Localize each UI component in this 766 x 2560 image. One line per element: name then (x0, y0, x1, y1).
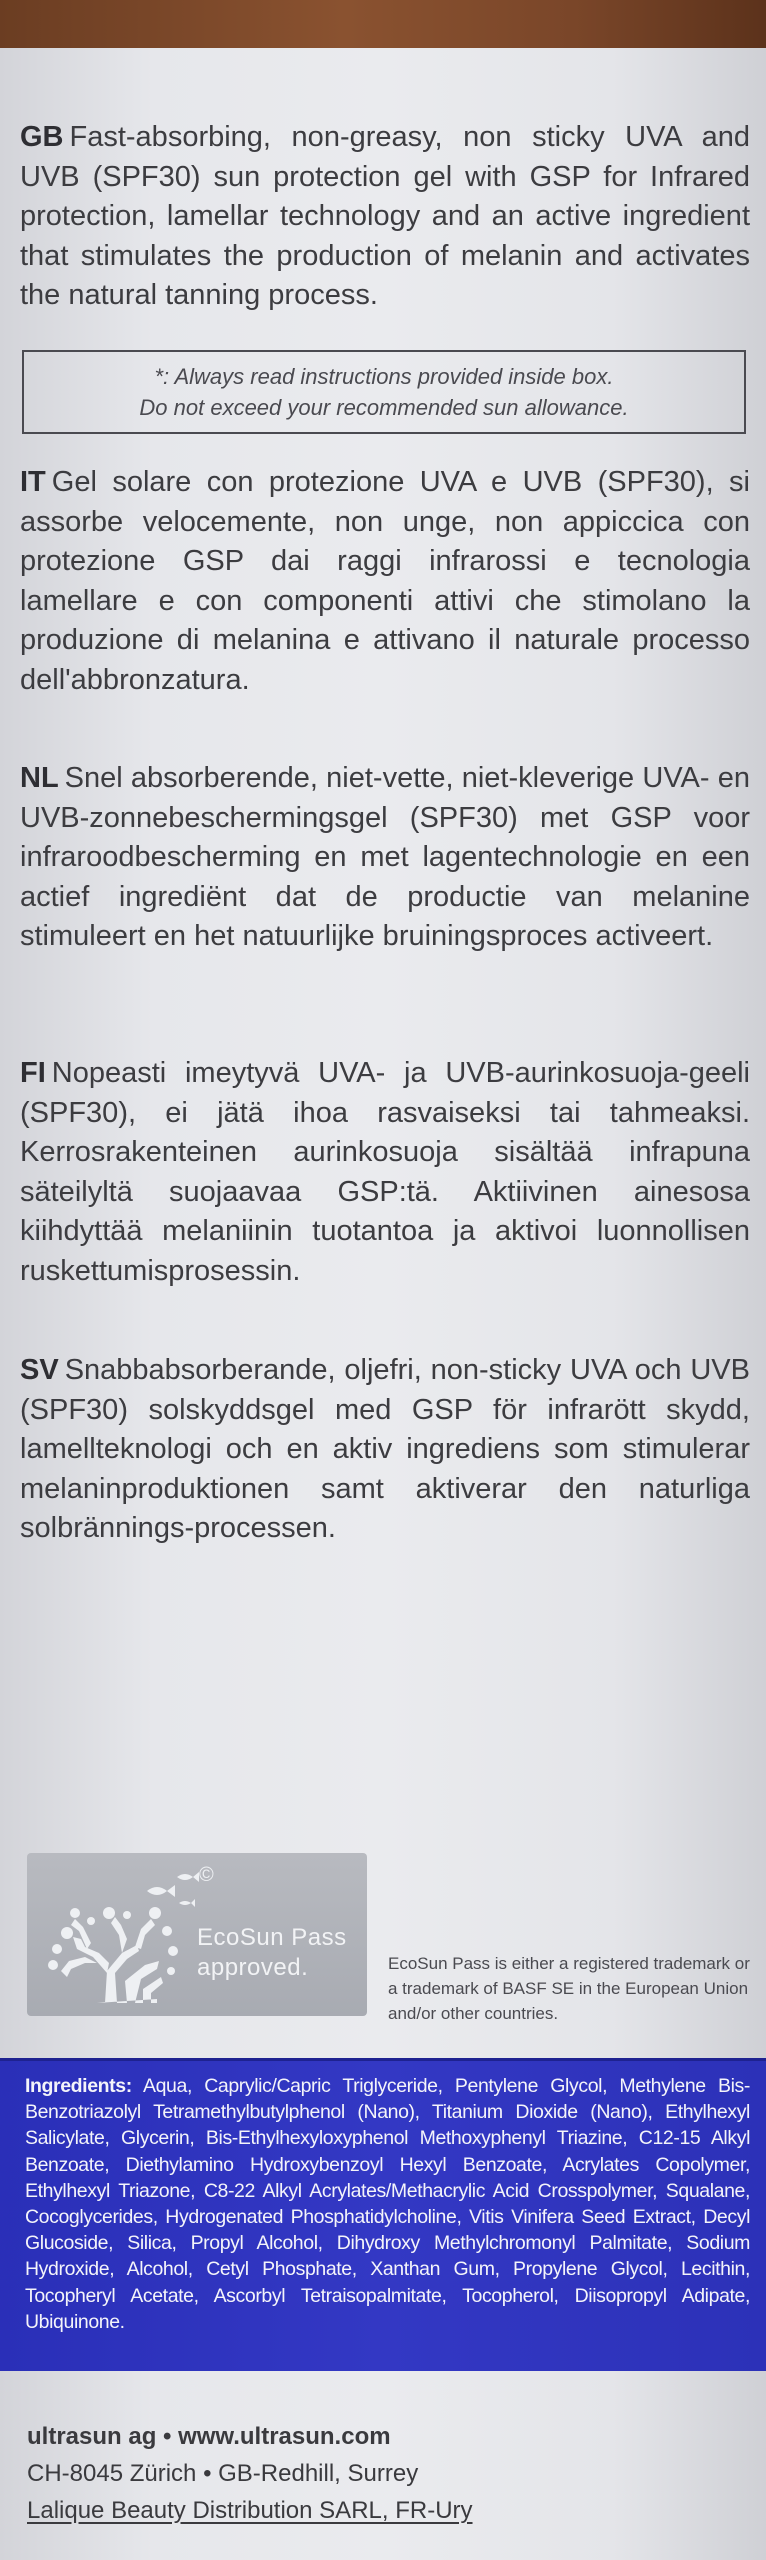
section-text: Nopeasti imeytyvä UVA- ja UVB-aurinkosuoja-geeli (SPF30), ei jätä ihoa rasvaiseksi tai tahmeaksi. Kerrosrakenteinen aurinkosuoja sisältää infrapuna säteilyltä suojaavaa GSP:tä. Aktiivinen ainesosa kiihdyttää melaniinin tuotantoa ja aktivoi luonnollisen ruskettumisprosessin. (20, 1057, 750, 1287)
ingredients-list: Aqua, Caprylic/Capric Triglyceride, Pentylene Glycol, Methylene Bis-Benzotriazolyl Tetramethylbutylphenol (Nano), Titanium Dioxide (Nano), Ethylhexyl Salicylate, Glycerin, Bis-Ethylhexyloxyphenol Methoxyphenyl Triazine, C12-15 Alkyl Benzoate, Diethylamino Hydroxybenzoyl Hexyl Benzoate, Acrylates Copolymer, Ethylhexyl Triazone, C8-22 Alkyl Acrylates/Methacrylic Acid Crosspolymer, Squalane, Cocoglycerides, Hydrogenated Phosphatidylcholine, Vitis Vinifera Seed Extract, Decyl Glucoside, Silica, Propyl Alcohol, Dihydroxy Methylchromonyl Palmitate, Sodium Hydroxide, Alcohol, Cetyl Phosphate, Xanthan Gum, Propylene Glycol, Lecithin, Tocopheryl Acetate, Ascorbyl Tetraisopalmitate, Tocopherol, Diisopropyl Adipate, Ubiquinone. (25, 2075, 750, 2333)
trademark-note: EcoSun Pass is either a registered trademark or a trademark of BASF SE in the European Union and/or other countries. (388, 1954, 750, 2023)
section-sv (20, 1351, 750, 1549)
footer-distributor: Lalique Beauty Distribution SARL, FR-Ury (27, 2497, 473, 2524)
ingredients-panel (0, 2058, 766, 2371)
section-nl (20, 759, 750, 957)
footer-address: CH-8045 Zürich • GB-Redhill, Surrey (27, 2460, 419, 2487)
section-it (20, 463, 750, 700)
ingredients-text (25, 2073, 750, 2335)
top-color-band (0, 0, 766, 48)
section-fi (20, 1054, 750, 1291)
section-text: Snel absorberende, niet-vette, niet-kleverige UVA- en UVB-zonnebeschermingsgel (SPF30) met GSP voor infraroodbescherming en met lagentechnologie en een actief ingrediënt dat de productie van melanine stimuleert en het natuurlijke bruiningsproces activeert. (20, 762, 750, 952)
copyright-mark: © (199, 1864, 214, 1886)
ingredients-label: Ingredients: (25, 2075, 132, 2097)
section-text: Fast-absorbing, non-greasy, non sticky UVA and UVB (SPF30) sun protection gel with GSP for Infrared protection, lamellar technology and an active ingredient that stimulates the production of melanin and activates the natural tanning process. (20, 121, 750, 311)
section-text: Gel solare con protezione UVA e UVB (SPF30), si assorbe velocemente, non unge, non appiccica con protezione GSP dai raggi infrarossi e tecnologia lamellare e con componenti attivi che stimolano la produzione di melanina e attivano il naturale processo dell'abbronzatura. (20, 466, 750, 696)
language-code: SV (20, 1354, 59, 1386)
section-text: Snabbabsorberande, oljefri, non-sticky UVA och UVB (SPF30) solskyddsgel med GSP för infrarött skydd, lamellteknologi och en aktiv ingrediens som stimulerar melaninproduktionen samt aktiverar den naturliga solbrännings-processen. (20, 1354, 750, 1544)
ecosun-title: EcoSun Pass approved. (197, 1924, 347, 1981)
notice-box (22, 350, 746, 434)
language-code: GB (20, 121, 64, 153)
language-code: NL (20, 762, 59, 794)
footer-brand: ultrasun ag • www.ultrasun.com (27, 2423, 391, 2450)
language-code: IT (20, 466, 46, 498)
notice-line: Do not exceed your recommended sun allowance. (139, 395, 629, 420)
section-gb (20, 118, 750, 316)
language-code: FI (20, 1057, 46, 1089)
footer (27, 2418, 727, 2529)
ecosun-badge (27, 1853, 367, 2016)
notice-line: *: Always read instructions provided inside box. (154, 364, 614, 389)
